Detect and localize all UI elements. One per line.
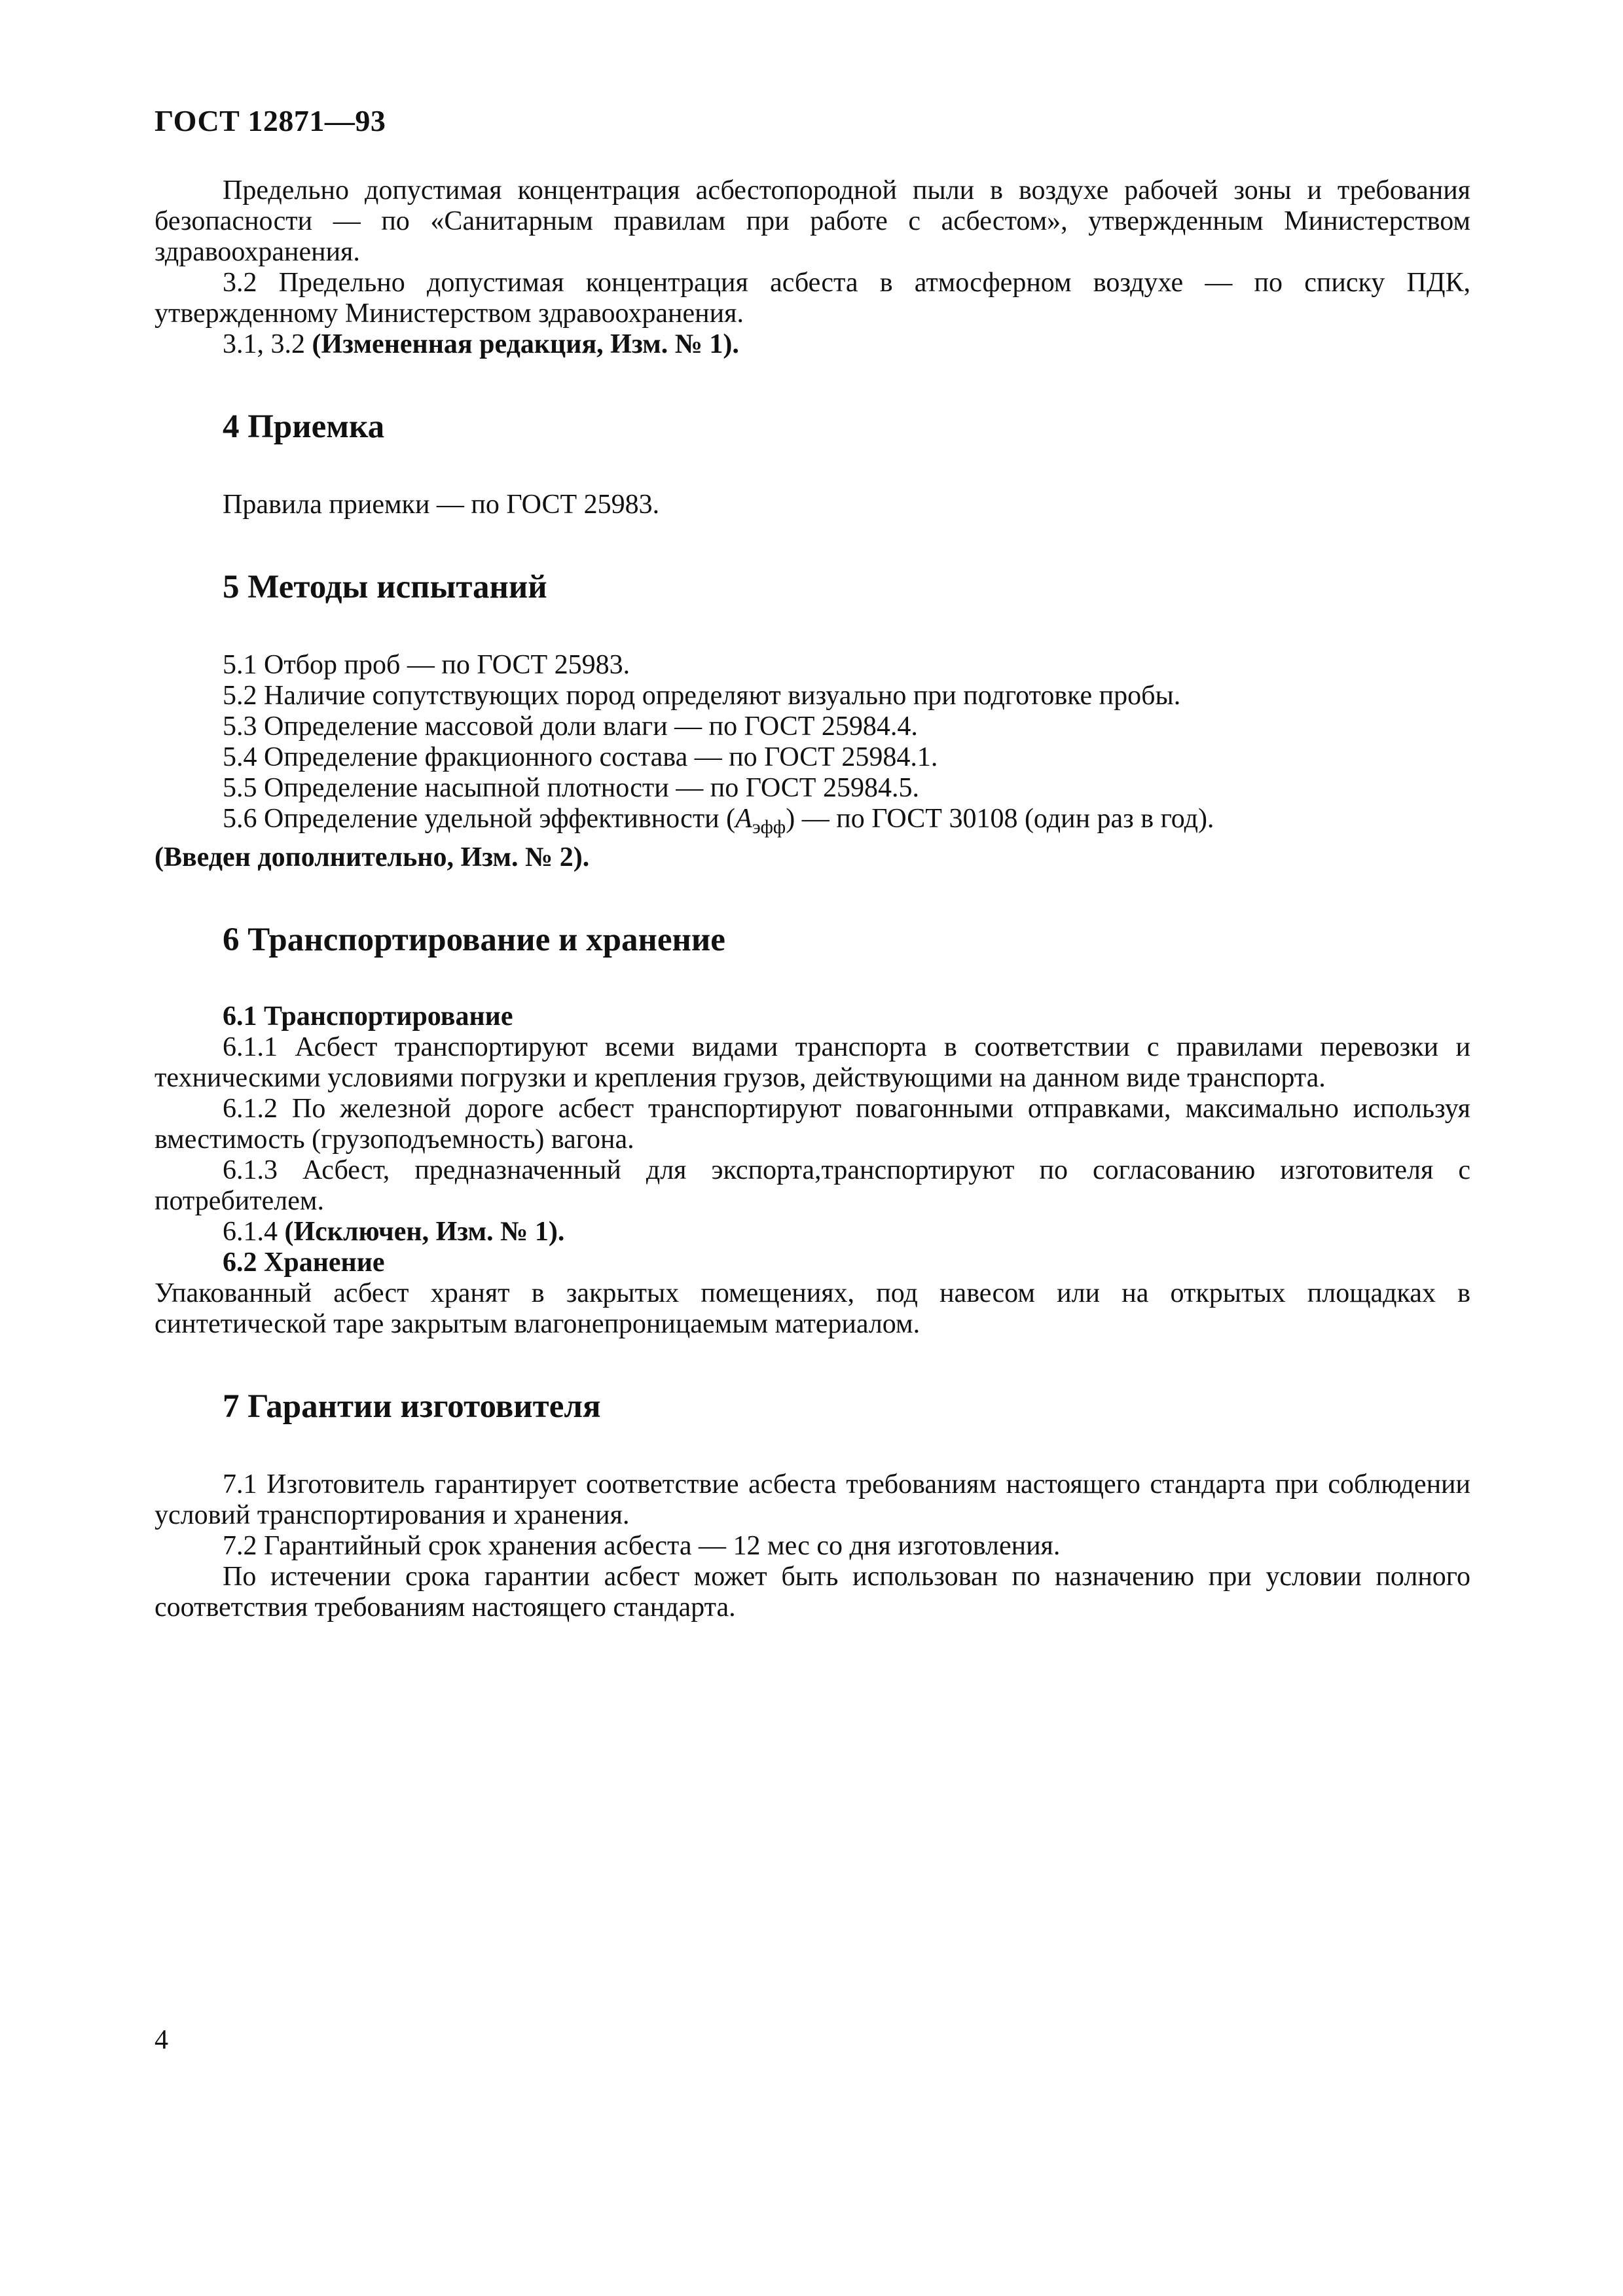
amendment-ref: 3.1, 3.2 (223, 329, 305, 359)
section-heading-6: 6 Транспортирование и хранение (223, 922, 725, 958)
item-ref-6-1-4: 6.1.4 (223, 1217, 278, 1247)
paragraph-7-3: По истечении срока гарантии асбест может быть использован по назначению при условии полного соответствия требованиям настоящего стандарта. (155, 1562, 1470, 1623)
paragraph-6-1-2: 6.1.2 По железной дороге асбест транспортируют повагонными отправками, максимально используя вместимость (грузоподъемность) вагона. (155, 1094, 1470, 1155)
formula-symbol: A (735, 804, 752, 834)
paragraph-6-1-3: 6.1.3 Асбест, предназначенный для экспорта,транспортируют по согласованию изготовителя с потребителем. (155, 1155, 1470, 1216)
section-heading-7: 7 Гарантии изготовителя (223, 1388, 601, 1425)
paragraph-5-4: 5.4 Определение фракционного состава — по ГОСТ 25984.1. (223, 742, 938, 772)
page-number: 4 (155, 2025, 168, 2055)
paragraph-storage: Упакованный асбест хранят в закрытых помещениях, под навесом или на открытых площадках в синтетической таре закрытым влагонепроницаемым материалом. (155, 1278, 1470, 1339)
paragraph-6-1-1: 6.1.1 Асбест транспортируют всеми видами транспорта в соответствии с правилами перевозки и техническими условиями погрузки и крепления грузов, действующими на данном виде транспорта. (155, 1032, 1470, 1093)
paragraph-6-1-4 (155, 1217, 1470, 1247)
paragraph-5-6-text-b: — по ГОСТ 30108 (один раз в год). (801, 804, 1214, 834)
subsection-heading-6-1: 6.1 Транспортирование (223, 1001, 513, 1031)
paragraph-5-1: 5.1 Отбор проб — по ГОСТ 25983. (223, 650, 630, 680)
paragraph-5-6: 5.6 Определение удельной эффективности $(A_{эфф})$ — по ГОСТ 30108 (один раз в год). (223, 804, 1214, 838)
paragraph-dust-concentration: Предельно допустимая концентрация асбестопородной пыли в воздухе рабочей зоны и требования безопасности — по «Санитарным правилам при работе с асбестом», утвержденным Министерством здравоохранения. (155, 175, 1470, 267)
section-heading-4: 4 Приемка (223, 408, 385, 445)
paragraph-7-2: 7.2 Гарантийный срок хранения асбеста — 12 мес со дня изготовления. (223, 1531, 1061, 1561)
subsection-heading-6-2: 6.2 Хранение (223, 1247, 385, 1278)
page-content (155, 175, 1470, 1623)
amendment-text: (Измененная редакция, Изм. № 1). (312, 329, 739, 359)
formula-subscript: эфф (752, 816, 786, 838)
paragraph-5-6-text-a: 5.6 Определение удельной эффективности (223, 804, 720, 834)
paragraph-acceptance: Правила приемки — по ГОСТ 25983. (223, 490, 660, 520)
paragraph-5-5: 5.5 Определение насыпной плотности — по ГОСТ 25984.5. (223, 773, 919, 803)
section-heading-5: 5 Методы испытаний (223, 569, 547, 605)
document-header: ГОСТ 12871—93 (155, 104, 386, 137)
paragraph-5-3: 5.3 Определение массовой доли влаги — по ГОСТ 25984.4. (223, 711, 918, 742)
paragraph-3-2: 3.2 Предельно допустимая концентрация асбеста в атмосферном воздухе — по списку ПДК, утвержденному Министерством здравоохранения. (155, 268, 1470, 329)
amendment-note-5: (Введен дополнительно, Изм. № 2). (155, 842, 590, 872)
paragraph-5-2: 5.2 Наличие сопутствующих пород определяют визуально при подготовке пробы. (223, 681, 1181, 711)
item-text-6-1-4: (Исключен, Изм. № 1). (284, 1217, 565, 1247)
amendment-note-3 (155, 329, 1470, 360)
paragraph-7-1: 7.1 Изготовитель гарантирует соответствие асбеста требованиям настоящего стандарта при соблюдении условий транспортирования и хранения. (155, 1469, 1470, 1530)
